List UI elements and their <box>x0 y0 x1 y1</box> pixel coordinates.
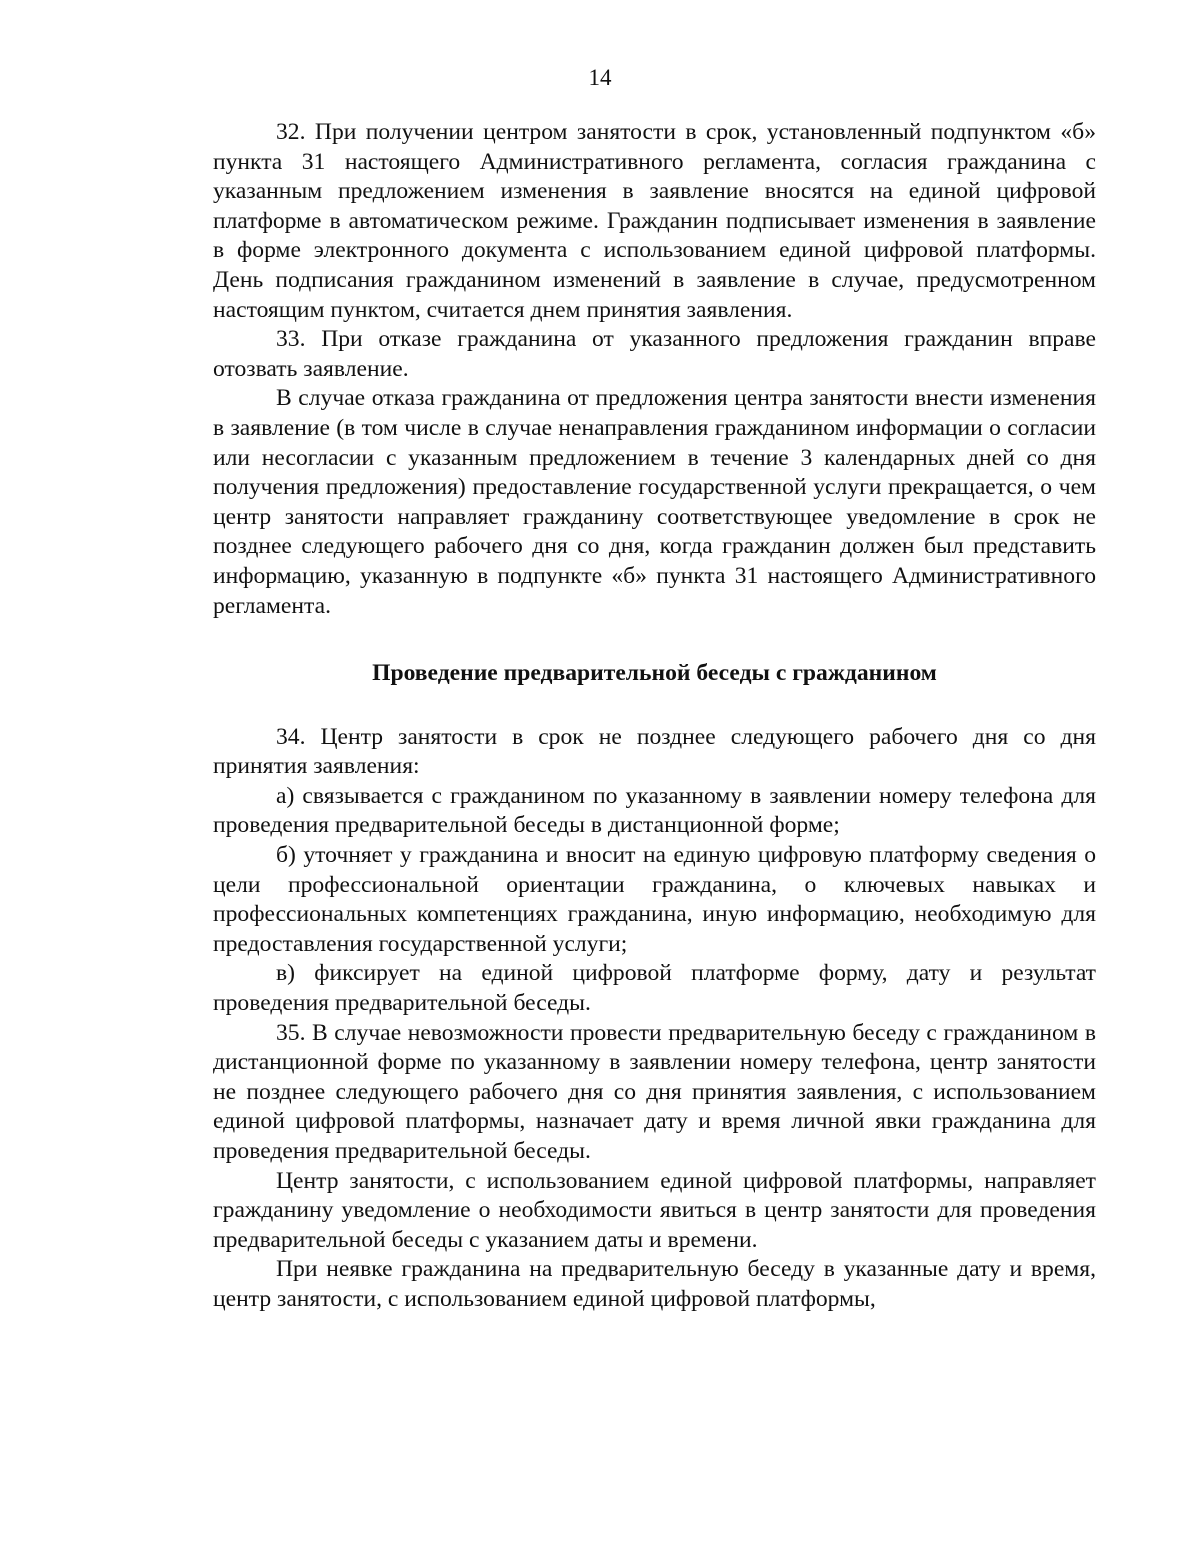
section-heading: Проведение предварительной беседы с гражданином <box>372 660 937 687</box>
page-number: 14 <box>588 65 612 90</box>
paragraph-33: 33. При отказе гражданина от указанного предложения гражданин вправе отозвать заявление. <box>213 326 1096 382</box>
paragraph-35: 35. В случае невозможности провести предварительную беседу с гражданином в дистанционной форме по указанному в заявлении номеру телефона, центр занятости не позднее следующего рабочего дня со дня принятия заявления, с использованием единой цифровой платформы, назначает дату и время личной явки гражданина для проведения предварительной беседы. <box>213 1019 1096 1164</box>
paragraph-34-a: а) связывается с гражданином по указанному в заявлении номеру телефона для проведения предварительной беседы в дистанционной форме; <box>213 782 1096 839</box>
paragraph-33-refusal: В случае отказа гражданина от предложения центра занятости внести изменения в заявление (в том числе в случае ненаправления гражданином информации о согласии или несогласии с указанным предложением в течение 3 календарных дней со дня получения предложения) предоставление государственной услуги прекращается, о чем центр занятости направляет гражданину соответствующее уведомление в срок не позднее следующего рабочего дня со дня, когда гражданин должен был представить информацию, указанную в подпункте «б» пункта 31 настоящего Административного регламента. <box>213 385 1096 619</box>
paragraph-32: 32. При получении центром занятости в срок, установленный подпунктом «б» пункта 31 настоящего Административного регламента, согласия гражданина с указанным предложением изменения в заявление вносятся на единой цифровой платформе в автоматическом режиме. Гражданин подписывает изменения в заявление в форме электронного документа с использованием единой цифровой платформы. День подписания гражданином изменений в заявление в случае, предусмотренном настоящим пунктом, считается днем принятия заявления. <box>213 119 1096 323</box>
paragraph-35-notice: Центр занятости, с использованием единой цифровой платформы, направляет гражданину уведомление о необходимости явиться в центр занятости для проведения предварительной беседы с указанием даты и времени. <box>213 1167 1096 1253</box>
paragraph-34: 34. Центр занятости в срок не позднее следующего рабочего дня со дня принятия заявления: <box>213 723 1096 780</box>
document-body <box>213 118 1096 1315</box>
paragraph-34-b: б) уточняет у гражданина и вносит на единую цифровую платформу сведения о цели профессиональной ориентации гражданина, о ключевых навыках и профессиональных компетенциях гражданина, иную информацию, необходимую для предоставления государственной услуги; <box>213 842 1096 957</box>
paragraph-34-v: в) фиксирует на единой цифровой платформе форму, дату и результат проведения предварительной беседы. <box>213 960 1096 1017</box>
paragraph-35-no-show: При неявке гражданина на предварительную беседу в указанные дату и время, центр занятости, с использованием единой цифровой платформы, <box>213 1256 1096 1312</box>
